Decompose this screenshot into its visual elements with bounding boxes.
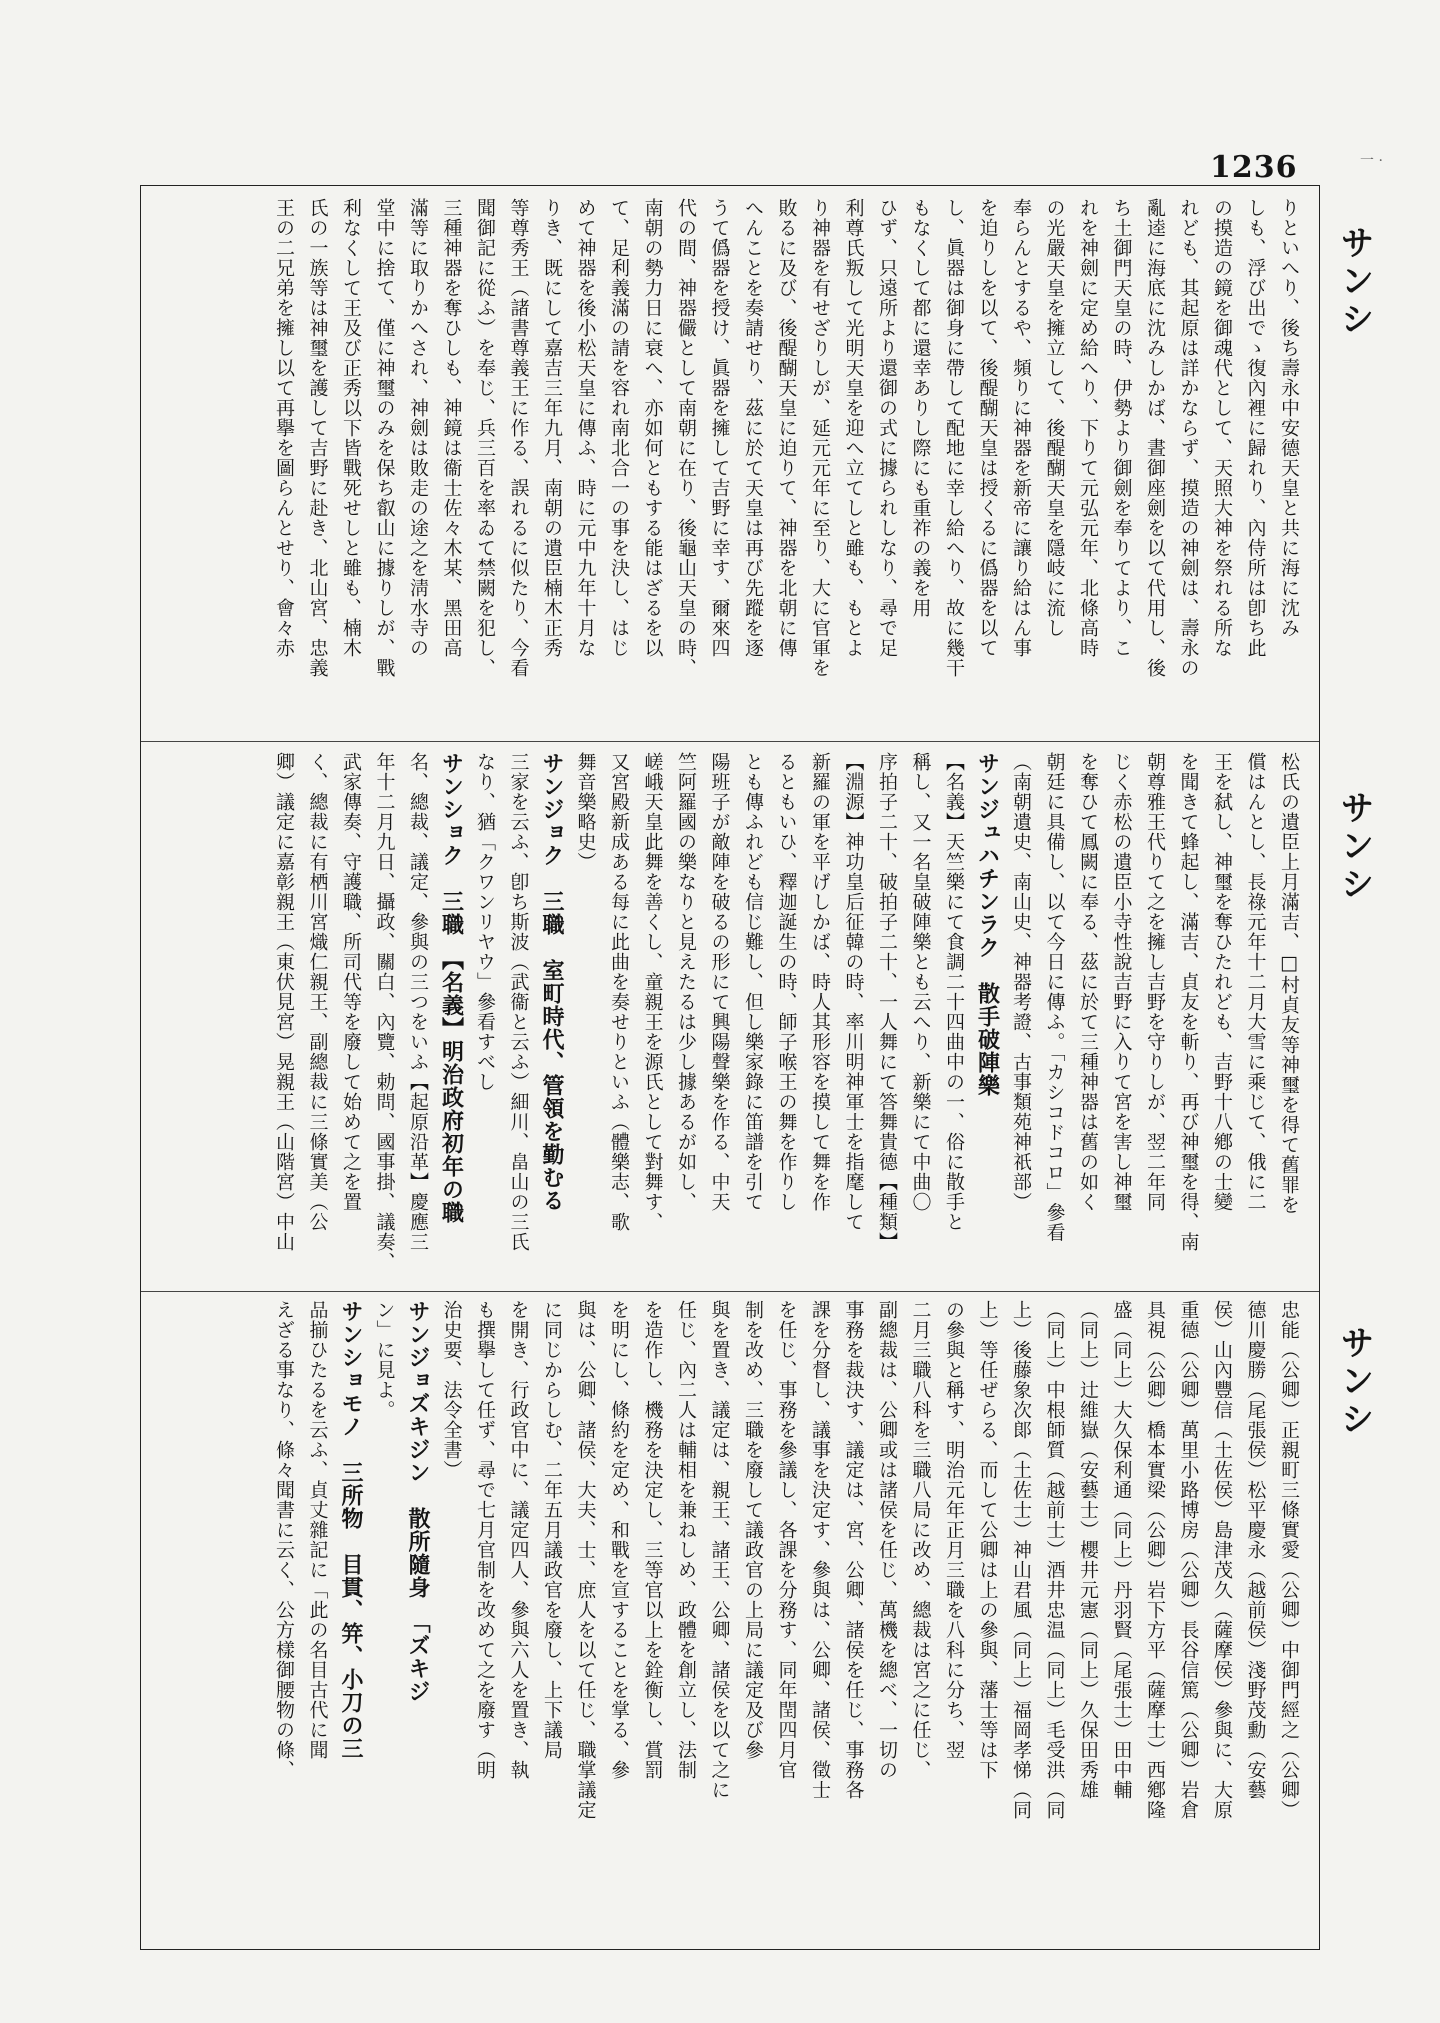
text-column: サンジョク 三職 室町時代、管領を勤むる: [539, 752, 564, 1212]
text-column: 竺阿羅國の樂なりと見えたるは少し據あるが如し、: [675, 752, 697, 1212]
text-column: を開き、行政官中に、議定四人、參與六人を置き、執: [507, 1300, 530, 1780]
text-column: 利なくして王及び正秀以下皆戰死せしと雖も、楠木: [340, 198, 362, 658]
text-column: （南朝遺史、南山史、神器考證、古事類苑神祇部）: [1010, 752, 1032, 1212]
text-column: 敗るに及び、後醍醐天皇に迫りて、神器を北朝に傳: [775, 198, 798, 658]
text-column: 年十二月九日、攝政、關白、內覽、勅問、國事掛、議奏、: [373, 752, 396, 1272]
text-column: 稱し、又一名皇破陣樂とも云へり、新樂にて中曲〇: [909, 752, 932, 1212]
text-column: 侯）山內豐信（土佐侯）島津茂久（薩摩侯）參與に、大原: [1211, 1300, 1233, 1820]
text-column: 卿）議定に嘉彰親王（東伏見宮）晃親王（山階宮）中山: [273, 752, 295, 1252]
running-headword: サンシ: [1334, 1325, 1374, 1439]
text-column: サンショモノ 三所物 目貫、笄、小刀の三: [338, 1300, 363, 1760]
text-column: 與は、公卿、諸侯、大夫、士、庶人を以て任じ、職掌議定: [574, 1300, 597, 1820]
text-column: 嵯峨天皇此舞を善くし、童親王を源氏として對舞す、: [641, 752, 664, 1232]
text-column: 副總裁は、公卿或は諸侯を任じ、萬機を總べ、一切の: [876, 1300, 898, 1780]
text-column: とも傳ふれども信じ難し、但し樂家錄に笛譜を引て: [742, 752, 764, 1212]
text-column: を任じ、事務を參議し、各課を分務す、同年閏四月官: [775, 1300, 798, 1780]
text-column: 序拍子二十、破拍子二十、一人舞にて答舞貴德【種類】: [876, 752, 898, 1252]
text-column: も撰擧して任ず、尋で七月官制を改めて之を廢す（明: [474, 1300, 496, 1780]
text-column: 忠能（公卿）正親町三條實愛（公卿）中御門經之（公卿）: [1278, 1300, 1300, 1820]
text-column: を造作し、機務を決定し、三等官以上を銓衡し、賞罰: [641, 1300, 664, 1780]
text-column: く、總裁に有栖川宮熾仁親王、副總裁に三條實美（公: [306, 752, 329, 1232]
text-column: り神器を有せざりしが、延元元年に至り、大に官軍を: [809, 198, 831, 678]
text-column: 重德（公卿）萬里小路博房（公卿）長谷信篤（公卿）岩倉: [1177, 1300, 1200, 1820]
text-column: 具視（公卿）橋本實梁（公卿）岩下方平（薩摩士）西鄕隆: [1144, 1300, 1166, 1820]
text-column: し、眞器は御身に帶して配地に幸し給へり、故に幾干: [943, 198, 965, 678]
text-column: （同上）中根師質（越前士）酒井忠温（同上）毛受洪（同: [1043, 1300, 1066, 1820]
text-column: えざる事なり、條々聞書に云く、公方樣御腰物の條、: [273, 1300, 295, 1780]
text-column: 任じ、內二人は輔相を兼ねしめ、政體を創立し、法制: [675, 1300, 697, 1780]
text-column: 上）後藤象次郞（土佐士）神山君風（同上）福岡孝悌（同: [1010, 1300, 1032, 1820]
page-number: 1236: [1210, 150, 1298, 185]
text-column: 聞御記に從ふ）を奉じ、兵三百を率ゐて禁闕を犯し、: [474, 198, 496, 678]
text-column: を明にし、條約を定め、和戰を宣することを掌る、參: [608, 1300, 630, 1780]
text-column: の摸造の鏡を御魂代として、天照大神を祭れる所な: [1211, 198, 1233, 658]
text-column: サンジュハチンラク 散手破陣樂: [974, 752, 1000, 1097]
text-column: もなくして都に還幸ありし際にも重祚の義を用: [909, 198, 932, 618]
text-column: るともいひ、釋迦誕生の時、師子喉王の舞を作りし: [775, 752, 798, 1212]
text-column: サンジョズキジン 散所隨身 「ズキジ: [405, 1300, 430, 1703]
text-column: 治史要、法令全書）: [440, 1300, 463, 1480]
text-column: 氏の一族等は神璽を護して吉野に赴き、北山宮、忠義: [306, 198, 329, 678]
text-column: 堂中に捨て、僅に神璽のみを保ち叡山に據りしが、戰: [373, 198, 396, 678]
text-column: 王の二兄弟を擁し以て再擧を圖らんとせり、會々赤: [273, 198, 295, 658]
text-band-middle: [155, 752, 1305, 1282]
text-column: 滿等に取りかへされ、神劍は敗走の途之を淸水寺の: [407, 198, 429, 658]
text-column: （同上）辻維嶽（安藝士）櫻井元憲（同上）久保田秀雄: [1077, 1300, 1099, 1800]
text-column: 名、總裁、議定、參與の三つをいふ【起原沿革】慶應三: [407, 752, 429, 1252]
text-column: 朝廷に具備し、以て今日に傳ふ。「カシコドコロ」參看: [1043, 752, 1066, 1243]
text-column: 亂逵に海底に沈みしかば、晝御座劍を以て代用し、後: [1144, 198, 1166, 678]
text-column: へんことを奏請せり、茲に於て天皇は再び先蹤を逐: [742, 198, 764, 658]
text-column: 事務を裁決す、議定は、宮、公卿、諸侯を任じ、事務各: [842, 1300, 865, 1800]
text-column: 與を置き、議定は、親王、諸王、公卿、諸侯を以て之に: [708, 1300, 731, 1800]
text-column: 【名義】天竺樂にて食調二十四曲中の一、俗に散手と: [943, 752, 965, 1232]
text-column: 奉らんとするや、頻りに神器を新帝に讓り給はん事: [1010, 198, 1032, 658]
text-column: 上）等任ぜらる、而して公卿は上の參與、藩士等は下: [976, 1300, 999, 1780]
text-column: サンショク 三職 【名義】明治政府初年の職: [438, 752, 464, 1224]
text-column: を奪ひて鳳闕に奉る、茲に於て三種神器は舊の如く: [1077, 752, 1099, 1212]
text-column: を聞きて蜂起し、滿吉、貞友を斬り、再び神璽を得、南: [1177, 752, 1200, 1252]
text-column: の光嚴天皇を擁立して、後醍醐天皇を隱岐に流し: [1043, 198, 1066, 638]
text-column: 制を改め、三職を廢して議政官の上局に議定及び參: [742, 1300, 764, 1760]
text-column: 償はんとし、長祿元年十二月大雪に乘じて、俄に二: [1244, 752, 1267, 1212]
running-headword: サンシ: [1334, 225, 1374, 339]
text-column: 等尊秀王（諸書尊義王に作る、誤れるに似たり、今看: [507, 198, 530, 678]
text-column: て、足利義滿の請を容れ南北合一の事を決し、はじ: [608, 198, 630, 658]
text-column: りき、既にして嘉吉三年九月、南朝の遺臣楠木正秀: [541, 198, 563, 658]
text-column: に同じからしむ、二年五月議政官を廢し、上下議局: [541, 1300, 563, 1760]
text-column: ひず、只遠所より還御の式に據られしなり、尋で足: [876, 198, 898, 658]
text-column: 南朝の勢力日に衰へ、亦如何ともする能はざるを以: [641, 198, 664, 658]
text-column: りといへり、後ち壽永中安德天皇と共に海に沈み: [1278, 198, 1300, 638]
text-column: 武家傳奏、守護職、所司代等を廢して始めて之を置: [340, 752, 362, 1212]
text-column: 舞音樂略史）: [574, 752, 597, 872]
text-column: ン」に見よ。: [373, 1300, 396, 1420]
text-column: うて僞器を授け、眞器を擁して吉野に幸す、爾來四: [708, 198, 731, 658]
text-column: ち土御門天皇の時、伊勢より御劍を奉りてより、こ: [1110, 198, 1133, 658]
text-column: しも、浮び出でゝ復內裡に歸れり、內侍所は卽ち此: [1244, 198, 1267, 658]
text-column: 松氏の遺臣上月滿吉、□村貞友等神璽を得て舊罪を: [1278, 752, 1300, 1215]
text-column: 王を弑し、神璽を奪ひたれども、吉野十八鄕の士變: [1211, 752, 1233, 1212]
text-column: めて神器を後小松天皇に傳ふ、時に元中九年十月な: [574, 198, 597, 658]
text-column: 又宮殿新成ある每に此曲を奏せりといふ（體樂志、歌: [608, 752, 630, 1232]
text-column: 三家を云ふ、卽ち斯波（武衞と云ふ）細川、畠山の三氏: [507, 752, 530, 1252]
text-band-bottom: [155, 1300, 1305, 1935]
text-column: 利尊氏叛して光明天皇を迎へ立てしと雖も、もとよ: [842, 198, 865, 658]
running-headword: サンシ: [1334, 790, 1374, 904]
text-column: 品揃ひたるを云ふ、貞丈雜記に「此の名目古代に聞: [306, 1300, 329, 1760]
text-column: 課を分督し、議事を決定す、參與は、公卿、諸侯、徵士: [809, 1300, 831, 1800]
text-band-top: [155, 198, 1305, 733]
text-column: 新羅の軍を平げしかば、時人其形容を摸して舞を作: [809, 752, 831, 1212]
text-column: じく赤松の遺臣小寺性說吉野に入りて宮を害し神璽: [1110, 752, 1133, 1212]
text-column: 德川慶勝（尾張侯）松平慶永（越前侯）淺野茂勳（安藝: [1244, 1300, 1267, 1800]
section-divider: [141, 741, 1319, 742]
text-column: 朝尊雅王代りて之を擁し吉野を守りしが、翌二年同: [1144, 752, 1166, 1212]
section-divider: [141, 1291, 1319, 1292]
text-column: 【淵源】神功皇后征韓の時、率川明神軍士を指麾して: [842, 752, 865, 1232]
text-column: 代の間、神器儼として南朝に在り、後龜山天皇の時、: [675, 198, 697, 678]
text-column: なり、猶「クワンリヤウ」參看すべし: [474, 752, 496, 1092]
text-column: 盛（同上）大久保利通（同上）丹羽賢（尾張士）田中輔: [1110, 1300, 1133, 1800]
text-column: れども、其起原は詳かならず、摸造の神劍は、壽永の: [1177, 198, 1200, 678]
text-column: 三種神器を奪ひしも、神鏡は衞士佐々木某、黑田高: [440, 198, 463, 658]
text-column: の參與と稱す、明治元年正月三職を八科に分ち、翌: [943, 1300, 965, 1760]
text-column: れを神劍に定め給へり、下りて元弘元年、北條高時: [1077, 198, 1099, 658]
text-column: を迫りしを以て、後醍醐天皇は授くるに僞器を以て: [976, 198, 999, 658]
text-column: 陽班子が敵陣を破るの形にて興陽聲樂を作る、中天: [708, 752, 731, 1212]
text-column: 二月三職八科を三職八局に改め、總裁は宮之に任じ、: [909, 1300, 932, 1780]
corner-mark: 一 ·: [1360, 153, 1383, 169]
